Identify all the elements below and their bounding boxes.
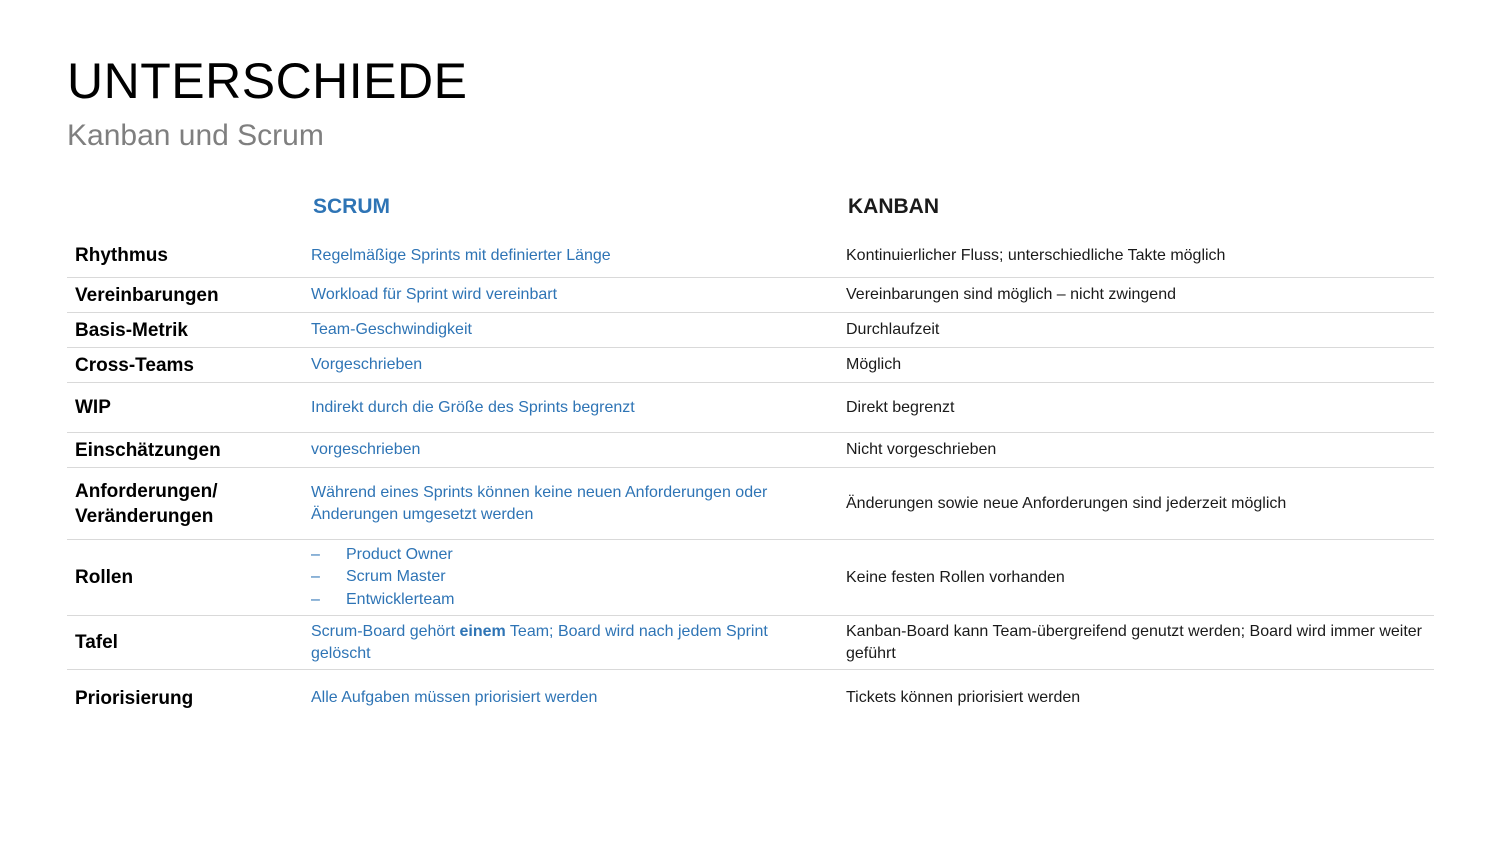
table-row-rollen	[67, 540, 1434, 616]
table-row-cross-teams	[67, 348, 1434, 383]
kanban-cell: Kanban-Board kann Team-übergreifend genutzt werden; Board wird immer weiter geführt	[846, 622, 1423, 662]
row-label: Cross-Teams	[75, 354, 194, 376]
list-item	[311, 544, 828, 567]
scrum-cell	[311, 621, 846, 665]
table-row-priorisierung	[67, 670, 1434, 726]
table-row-rhythmus	[67, 234, 1434, 278]
row-label	[67, 479, 311, 529]
row-label: Priorisierung	[75, 687, 194, 709]
role-label: Product Owner	[346, 545, 453, 563]
kanban-cell: Durchlaufzeit	[846, 321, 940, 338]
scrum-cell: Indirekt durch die Größe des Sprints begrenzt	[311, 398, 635, 416]
scrum-cell: Workload für Sprint wird vereinbart	[311, 286, 558, 303]
row-label-line-1: Anforderungen/	[75, 480, 218, 502]
scrum-cell: Regelmäßige Sprints mit definierter Länge	[311, 246, 611, 264]
kanban-cell: Änderungen sowie neue Anforderungen sind jederzeit möglich	[846, 494, 1287, 512]
kanban-cell: Keine festen Rollen vorhanden	[846, 568, 1065, 586]
scrum-cell	[311, 544, 846, 612]
row-label: Einschätzungen	[75, 439, 221, 461]
role-label: Scrum Master	[346, 568, 446, 586]
table-row-tafel	[67, 616, 1434, 670]
scrum-cell: Alle Aufgaben müssen priorisiert werden	[311, 689, 598, 706]
row-label: Tafel	[75, 632, 118, 653]
column-header-scrum: SCRUM	[313, 195, 390, 218]
dash-bullet: –	[311, 545, 320, 563]
table-row-anforderungen	[67, 468, 1434, 540]
dash-bullet: –	[311, 590, 320, 608]
comparison-table	[67, 234, 1434, 726]
kanban-cell: Tickets können priorisiert werden	[846, 689, 1081, 706]
scrum-cell: Team-Geschwindigkeit	[311, 321, 472, 338]
table-row-einschaetzungen	[67, 433, 1434, 468]
scrum-cell: Während eines Sprints können keine neuen Anforderungen oder Änderungen umgesetzt werden	[311, 483, 768, 523]
row-label: Vereinbarungen	[75, 284, 219, 306]
row-label-line-2: Veränderungen	[75, 505, 214, 527]
kanban-cell: Möglich	[846, 356, 902, 373]
slide-title: UNTERSCHIEDE	[67, 53, 468, 109]
scrum-cell: Vorgeschrieben	[311, 356, 423, 373]
scrum-cell: vorgeschrieben	[311, 441, 421, 458]
list-item	[311, 566, 828, 589]
table-row-vereinbarungen	[67, 278, 1434, 313]
column-header-kanban: KANBAN	[848, 195, 939, 218]
scrum-text-emphasis: einem	[459, 622, 506, 640]
dash-bullet: –	[311, 568, 320, 586]
table-row-basis-metrik	[67, 313, 1434, 348]
row-label: Rhythmus	[75, 245, 168, 266]
list-item	[311, 589, 828, 612]
kanban-cell: Kontinuierlicher Fluss; unterschiedliche Takte möglich	[846, 246, 1226, 264]
kanban-cell: Direkt begrenzt	[846, 398, 955, 416]
row-label: Basis-Metrik	[75, 319, 188, 341]
row-label: Rollen	[75, 567, 134, 588]
row-label: WIP	[75, 397, 111, 418]
table-row-wip	[67, 383, 1434, 433]
scrum-text-part-1: Scrum-Board gehört	[311, 622, 460, 640]
roles-list	[311, 544, 828, 612]
kanban-cell: Nicht vorgeschrieben	[846, 441, 997, 458]
scrum-text-part-2: Team; Board wird nach jedem Sprint gelöscht	[311, 622, 768, 662]
slide-subtitle: Kanban und Scrum	[67, 119, 324, 152]
role-label: Entwicklerteam	[346, 590, 455, 608]
kanban-cell: Vereinbarungen sind möglich – nicht zwingend	[846, 286, 1176, 303]
